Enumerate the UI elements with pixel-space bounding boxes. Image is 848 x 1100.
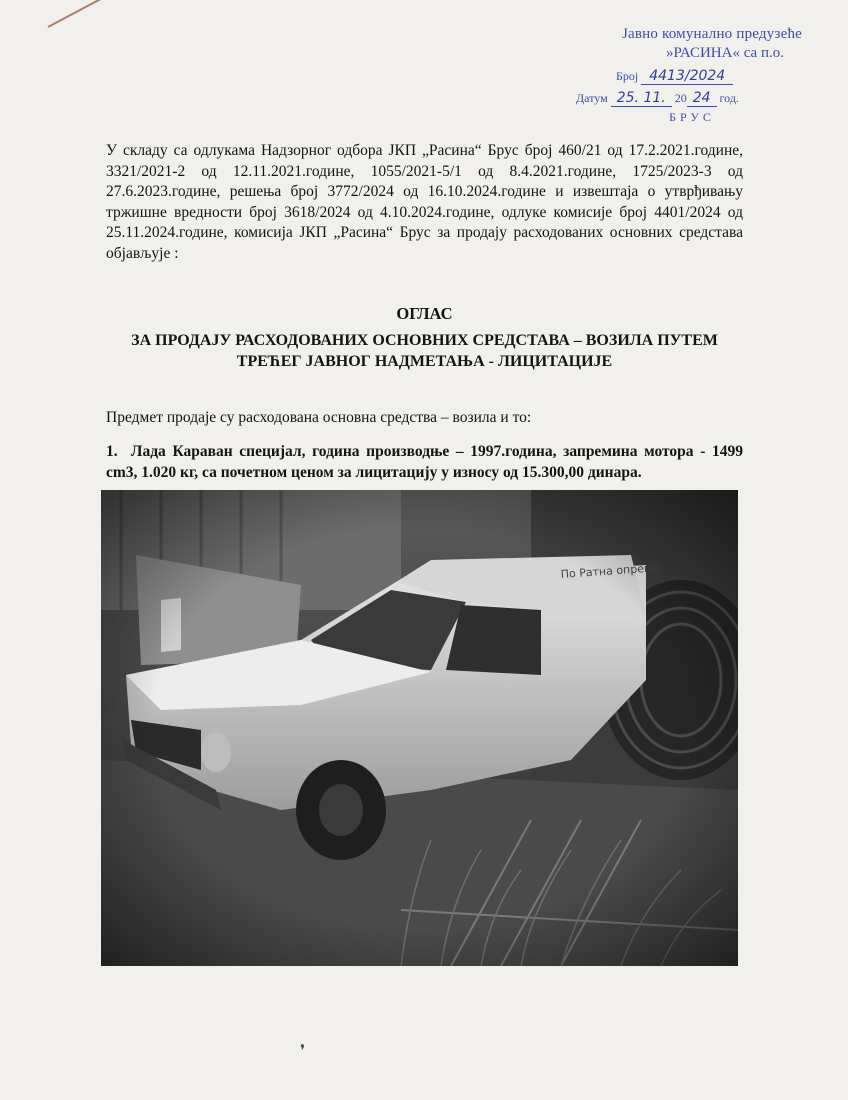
stamp-date-suffix: год. bbox=[719, 91, 739, 105]
vehicle-photo-drawing bbox=[101, 490, 738, 966]
stamp-number-row bbox=[552, 68, 802, 90]
stray-mark: ❜ bbox=[300, 1043, 306, 1060]
stamp-city: БРУС bbox=[669, 110, 715, 124]
stamp-number-value: 4413/2024 bbox=[641, 68, 733, 85]
stamp-date-label: Датум bbox=[576, 91, 608, 105]
notice-title: ОГЛАС bbox=[396, 304, 453, 323]
vehicle-photo bbox=[101, 490, 738, 966]
list-item bbox=[106, 441, 743, 483]
sale-subject-lead: Предмет продаје су расходована основна средства – возила и то: bbox=[106, 409, 532, 426]
stamp-org-short: »РАСИНА« са п.о. bbox=[665, 45, 784, 61]
registry-stamp bbox=[552, 26, 802, 125]
stamp-date-value: 25. 11. bbox=[611, 90, 672, 107]
intro-paragraph: У складу са одлукама Надзорног одбора ЈКП „Расина“ Брус број 460/21 од 17.2.2021.године, 3321/2021-2 од 12.11.2021.године, 1055/2021-5/1 од 8.4.2021.године, 1725/2023-3 од 27.6.2023.године, решења број 3772/2024 од 16.10.2024.године и извештаја о утврђивању тржишне вредности број 3618/2024 од 4.10.2024.године, одлуке комисије број 4401/2024 од 25.11.2024.године, комисија ЈКП „Расина“ Брус за продају расходованих основних средстава објављује : bbox=[106, 142, 743, 262]
stamp-date-row bbox=[552, 90, 802, 112]
pen-scratch bbox=[48, 0, 111, 28]
item-number: 1. bbox=[106, 443, 118, 460]
stamp-org-name: Јавно комунално предузеће bbox=[621, 26, 802, 42]
item-text: Лада Караван специјал, година производње – 1997.година, запремина мотора - 1499 cm3, 1.020 кг, са почетном ценом за лицитацију у износу од 15.300,00 динара. bbox=[106, 443, 744, 481]
notice-subtitle: ЗА ПРОДАЈУ РАСХОДОВАНИХ ОСНОВНИХ СРЕДСТАВА – ВОЗИЛА ПУТЕМ ТРЕЋЕГ ЈАВНОГ НАДМЕТАЊА - ЛИЦИТАЦИЈЕ bbox=[131, 332, 718, 370]
stamp-number-label: Број bbox=[616, 69, 639, 83]
stamp-date-year: 24 bbox=[687, 90, 717, 107]
stamp-date-year-prefix: 20 bbox=[674, 91, 687, 105]
